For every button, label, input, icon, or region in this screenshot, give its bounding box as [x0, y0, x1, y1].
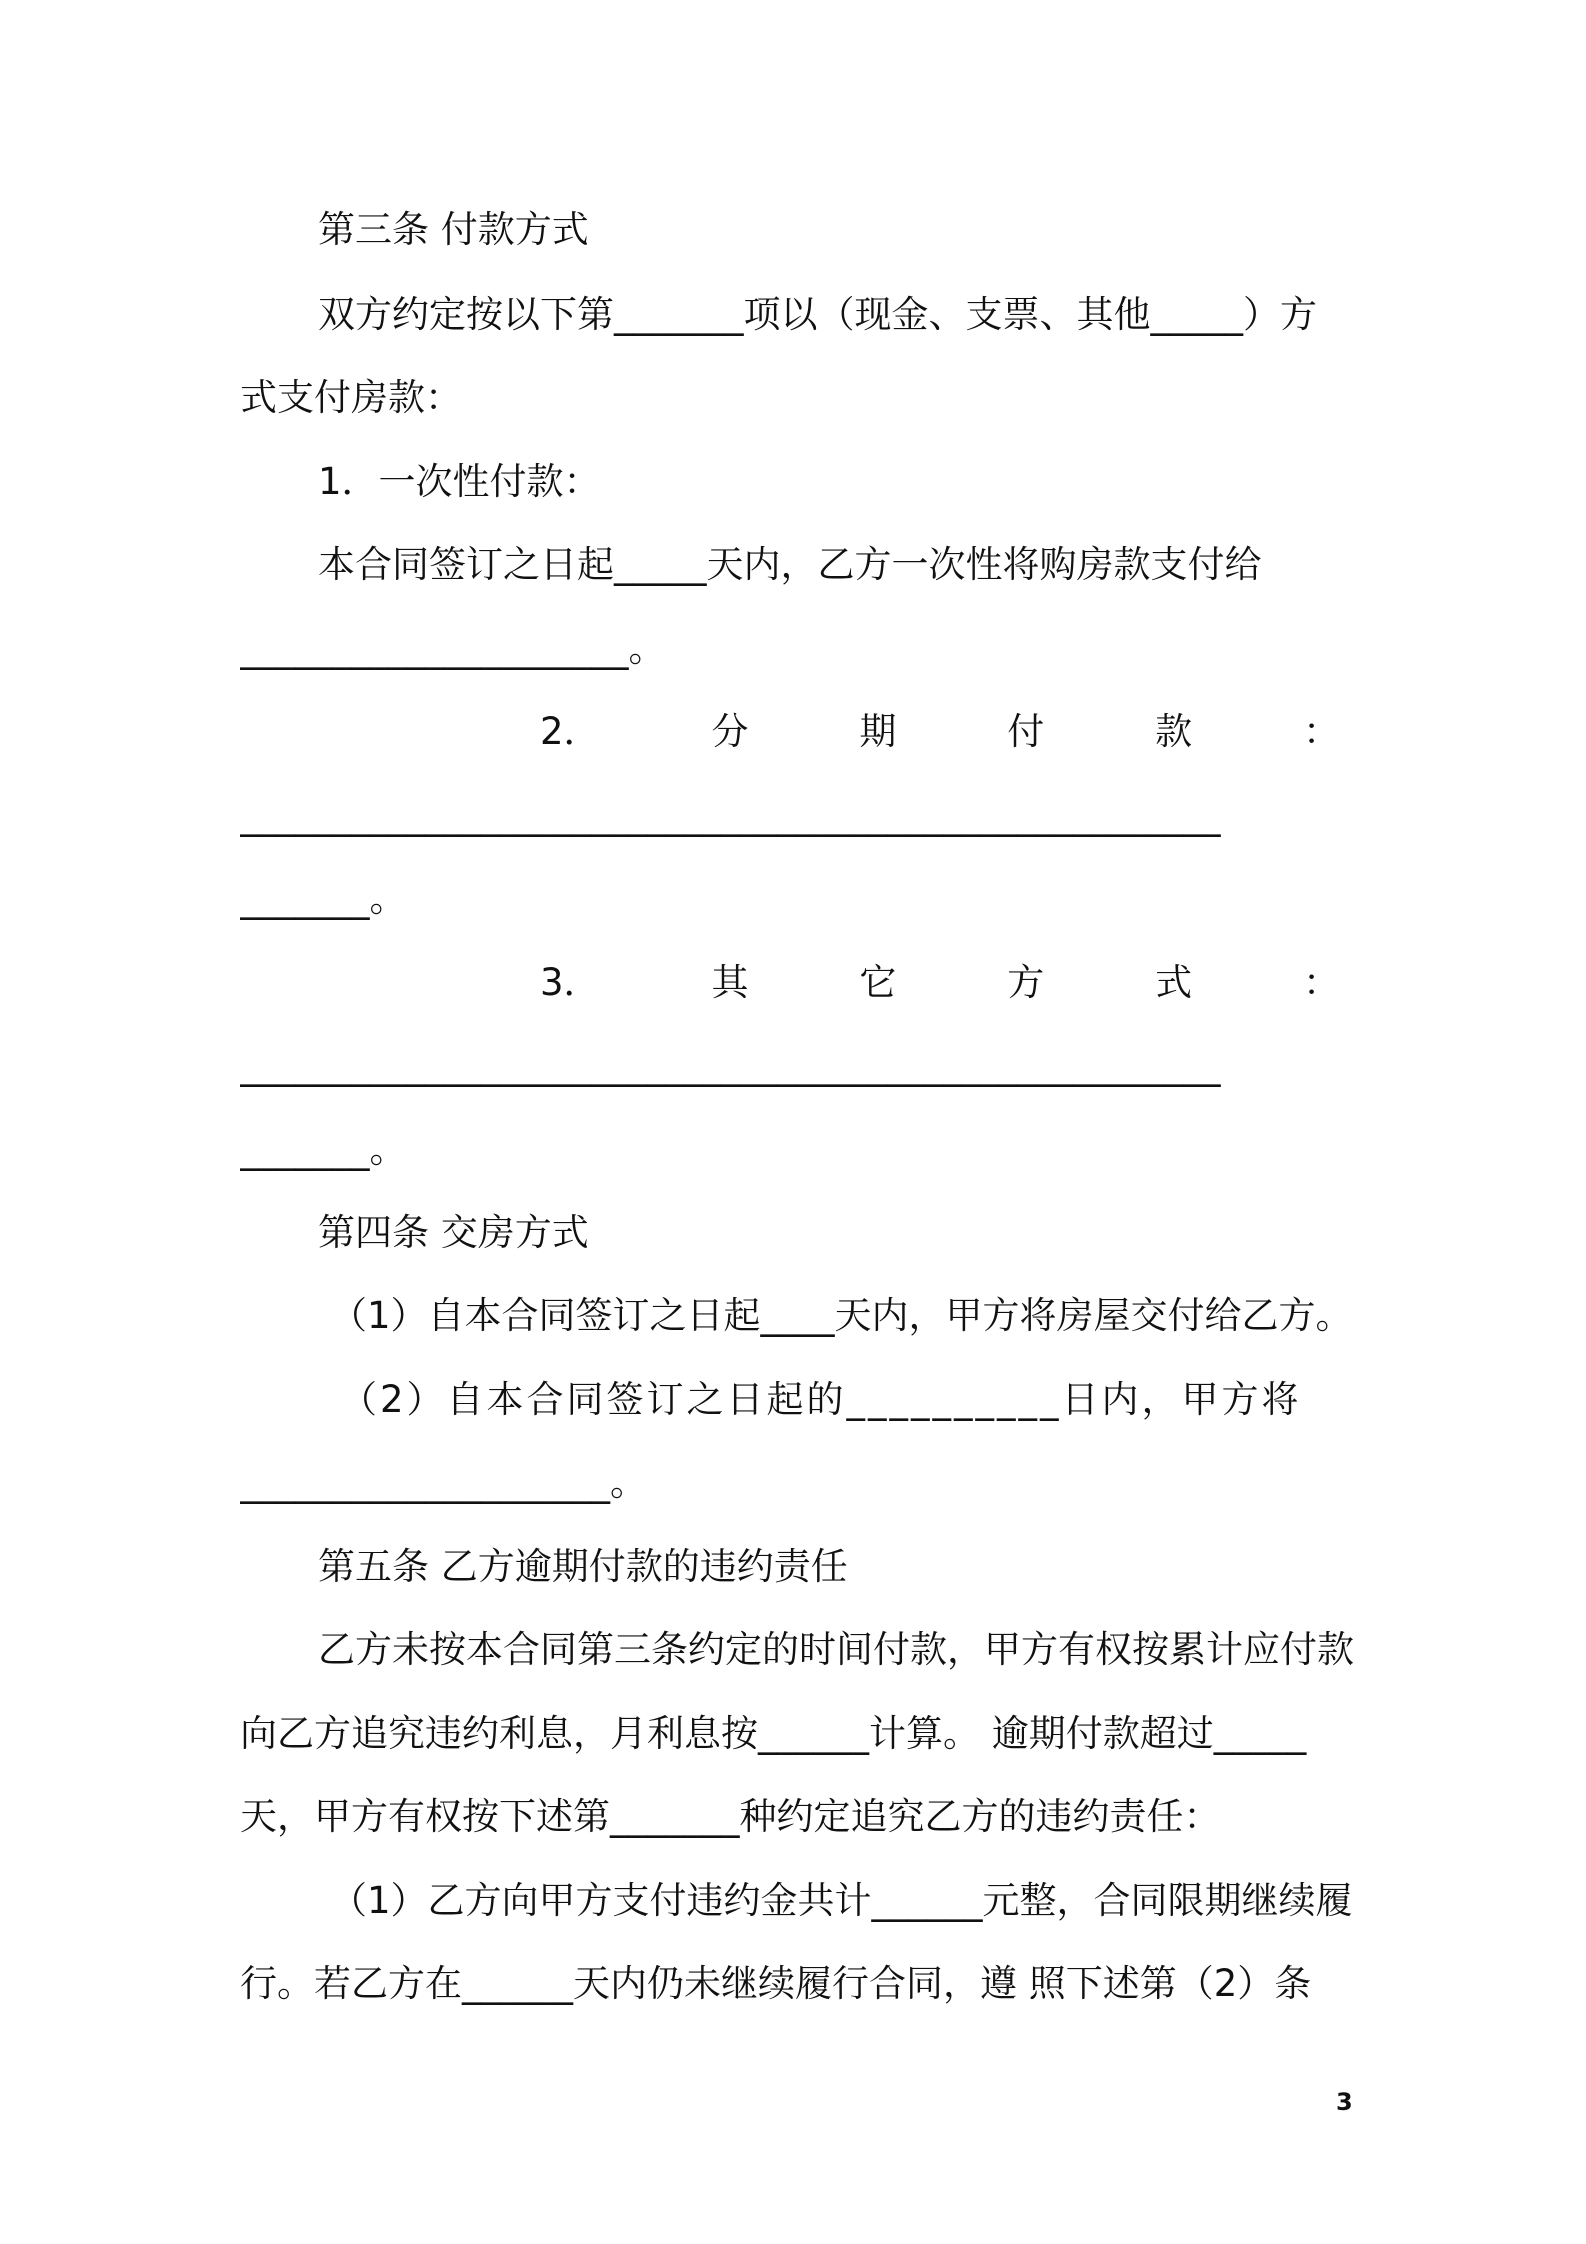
- article-4-clause-2: （2）自本合同签订之日起的__________日内，甲方将: [340, 1378, 1302, 1421]
- item-3-char: 方: [1007, 961, 1045, 1004]
- item-3-blank-line: _____________________________________________________: [240, 1044, 1221, 1087]
- item-3-char: 它: [859, 961, 897, 1004]
- article-5-paragraph-line: 向乙方追究违约利息，月利息按______计算。 逾期付款超过_____: [240, 1712, 1307, 1755]
- item-2-char: 款: [1155, 710, 1193, 753]
- item-2-char: 期: [859, 710, 897, 753]
- item-2-blank-line: _____________________________________________________: [240, 794, 1221, 837]
- item-3-colon: ：: [1303, 961, 1340, 1004]
- article-5-heading: 第五条 乙方逾期付款的违约责任: [318, 1545, 848, 1588]
- page-number: 3: [1336, 2088, 1353, 2116]
- article-4-clause-1: （1）自本合同签订之日起____天内，甲方将房屋交付给乙方。: [330, 1294, 1353, 1337]
- item-1-blank: _____________________。: [240, 627, 666, 670]
- article-3-paragraph-line: 式支付房款：: [240, 376, 462, 419]
- article-5-paragraph-line: 乙方未按本合同第三条约定的时间付款，甲方有权按累计应付款: [318, 1628, 1354, 1671]
- article-5-paragraph-line: 天，甲方有权按下述第_______种约定追究乙方的违约责任：: [240, 1795, 1221, 1838]
- article-5-clause-1: （1）乙方向甲方支付违约金共计______元整，合同限期继续履: [330, 1879, 1353, 1922]
- item-3-char: 其: [711, 961, 749, 1004]
- article-5-clause-1-cont: 行。若乙方在______天内仍未继续履行合同，遵 照下述第（2）条: [240, 1962, 1312, 2005]
- article-3-paragraph-line: 双方约定按以下第_______项以（现金、支票、其他_____）方: [318, 293, 1317, 336]
- item-2-char: 付: [1007, 710, 1045, 753]
- item-3-number: 3．: [540, 961, 601, 1004]
- item-2-number: 2．: [540, 710, 601, 753]
- article-3-heading: 第三条 付款方式: [318, 208, 589, 251]
- item-1-line: 本合同签订之日起_____天内，乙方一次性将购房款支付给: [318, 543, 1262, 586]
- item-1-label: 1．一次性付款：: [318, 460, 601, 503]
- item-2-blank-end: _______。: [240, 877, 407, 920]
- item-3-char: 式: [1155, 961, 1193, 1004]
- item-2-char: 分: [711, 710, 749, 753]
- item-2-colon: ：: [1303, 710, 1340, 753]
- item-2-heading: [540, 707, 1340, 757]
- item-3-blank-end: _______。: [240, 1128, 407, 1171]
- item-3-heading: [540, 958, 1340, 1008]
- article-4-clause-2-blank: ____________________。: [240, 1461, 647, 1504]
- article-4-heading: 第四条 交房方式: [318, 1211, 589, 1254]
